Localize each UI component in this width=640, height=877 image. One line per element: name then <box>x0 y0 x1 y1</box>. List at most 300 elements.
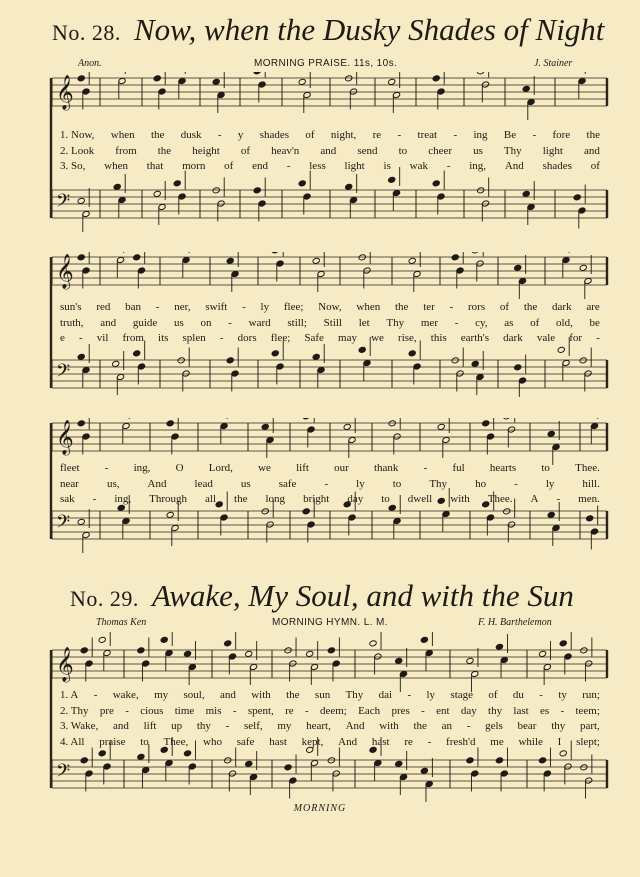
lyric-syllable: with <box>450 493 470 505</box>
lyric-syllable: ward <box>248 316 271 329</box>
note-head <box>261 423 269 430</box>
lyric-syllable: lift <box>296 462 309 474</box>
note-head <box>80 647 88 654</box>
note-head <box>327 647 335 654</box>
lyric-syllable: rors <box>468 301 486 313</box>
lyrics-system-2 <box>60 300 600 347</box>
lyric-syllable: fleet <box>60 462 80 474</box>
lyric-syllable: hill. <box>582 477 600 490</box>
note-head <box>369 640 377 647</box>
lyric-syllable: teem; <box>575 704 600 717</box>
note-head <box>495 643 503 650</box>
note-head <box>224 640 232 647</box>
lyric-syllable: - <box>228 316 232 329</box>
verse-line <box>60 688 600 704</box>
lyric-syllable: of <box>488 689 498 701</box>
lyric-syllable: - <box>453 129 458 141</box>
lyric-syllable: to <box>398 144 408 157</box>
lyric-syllable: lead <box>194 477 213 490</box>
lyric-syllable: with <box>251 689 271 701</box>
lyric-syllable: Thy <box>429 477 448 490</box>
treble-clef-icon: 𝄞 <box>56 75 74 110</box>
lyric-syllable: dark <box>552 301 572 313</box>
lyric-syllable: on <box>200 316 212 329</box>
lyric-syllable: is <box>383 160 391 172</box>
note-head <box>547 511 555 518</box>
note-head <box>471 252 479 254</box>
note-head <box>253 187 261 194</box>
lyric-syllable: while <box>518 735 543 748</box>
lyric-syllable: dusk <box>180 129 202 141</box>
tune-name: MORNING HYMN. L. M. <box>272 617 388 628</box>
note-head <box>522 85 530 92</box>
note-head <box>388 78 396 85</box>
note-head <box>586 515 594 522</box>
lyric-syllable: flee; <box>283 301 304 313</box>
lyric-syllable: with <box>379 720 399 732</box>
lyric-syllable: of <box>224 160 234 172</box>
lyric-syllable: our <box>334 462 349 474</box>
note-head <box>466 757 474 764</box>
bass-staff <box>52 167 607 232</box>
lyric-syllable: let <box>358 316 370 329</box>
lyric-syllable: - <box>79 332 83 344</box>
treble-staff <box>52 632 607 692</box>
lyric-syllable: - <box>407 689 412 701</box>
hymn-composer: J. Stainer <box>534 58 573 69</box>
lyrics-system-3 <box>60 461 600 508</box>
lyric-syllable: Thy <box>503 144 522 157</box>
lyric-syllable: dai <box>378 689 393 701</box>
lyric-syllable: that <box>146 160 164 172</box>
lyric-syllable: the <box>157 144 172 157</box>
lyric-syllable: long <box>265 493 286 505</box>
note-head <box>302 508 310 515</box>
lyric-syllable: from <box>115 144 137 157</box>
note-head <box>271 252 279 254</box>
lyric-syllable: - <box>596 332 600 344</box>
verse-line <box>60 128 600 144</box>
lyric-syllable: ly <box>545 477 555 490</box>
lyric-syllable: - <box>560 704 565 717</box>
lyric-syllable: when <box>104 160 128 172</box>
lyric-syllable: - <box>514 477 518 490</box>
lyric-syllable: - <box>125 704 129 717</box>
lyric-syllable: thy <box>196 720 211 732</box>
lyric-syllable: And <box>504 160 524 172</box>
note-head <box>451 254 459 261</box>
verse-line <box>60 492 600 508</box>
lyric-syllable: sun's <box>60 301 82 313</box>
note-head <box>547 430 555 437</box>
lyric-syllable: Be <box>503 129 517 141</box>
lyric-syllable: Through <box>149 493 188 505</box>
lyric-syllable: - <box>446 160 451 172</box>
lyric-syllable: re <box>372 129 382 141</box>
lyric-syllable: safe <box>236 735 255 748</box>
lyric-syllable: and <box>219 689 236 701</box>
lyric-syllable: of <box>305 129 315 141</box>
hymn-number: No. 28. <box>52 20 121 45</box>
lyric-syllable: - <box>286 160 291 172</box>
lyric-syllable: who <box>203 735 222 748</box>
lyric-syllable: pres <box>391 704 410 717</box>
note-head <box>557 346 565 353</box>
note-head <box>306 650 314 657</box>
bass-clef-icon: 𝄢 <box>56 512 71 537</box>
hymn-28-header <box>0 12 640 52</box>
lyric-syllable: e <box>60 332 65 344</box>
note-head <box>495 757 503 764</box>
lyric-syllable: Now, <box>318 301 342 313</box>
note-head <box>312 353 320 360</box>
note-head <box>77 518 85 525</box>
lyric-syllable: when <box>110 129 135 141</box>
lyric-syllable: ing, <box>469 160 487 172</box>
lyric-syllable: Lord, <box>208 462 233 474</box>
lyric-syllable: for <box>569 332 583 344</box>
lyric-syllable: du <box>512 689 524 701</box>
verse-line <box>60 144 600 160</box>
lyric-syllable: ing <box>473 129 488 141</box>
note-head <box>522 190 530 197</box>
lyric-syllable: hearts <box>489 462 517 474</box>
bass-clef-icon: 𝄢 <box>56 761 71 786</box>
lyric-syllable: sun <box>314 689 331 701</box>
lyric-syllable: the <box>286 689 300 701</box>
note-head <box>173 180 181 187</box>
lyric-syllable: part, <box>579 720 600 732</box>
note-head <box>284 764 292 771</box>
lyric-syllable: heart, <box>306 720 331 732</box>
lyric-syllable: ing, <box>133 462 151 474</box>
lyric-syllable: ful <box>452 462 465 474</box>
note-head <box>160 636 168 643</box>
lyric-syllable: cy, <box>475 316 488 329</box>
lyric-syllable: 4. All <box>60 735 85 748</box>
lyric-syllable: ing, <box>114 493 132 505</box>
lyric-syllable: dark <box>503 332 523 344</box>
lyric-syllable: gels <box>485 720 503 732</box>
lyric-syllable: pre <box>99 704 114 717</box>
hymn-author: Anon. <box>78 58 102 69</box>
lyric-syllable: we <box>258 462 271 474</box>
note-head <box>538 650 546 657</box>
lyric-syllable: an <box>441 720 453 732</box>
lyric-syllable: to <box>140 735 149 748</box>
note-head <box>77 420 85 427</box>
lyric-syllable: run; <box>582 689 600 701</box>
lyric-syllable: day <box>460 704 477 717</box>
lyric-syllable: - <box>423 462 428 474</box>
note-head <box>153 75 161 82</box>
hymn-title: Now, when the Dusky Shades of Night <box>134 12 605 47</box>
note-head <box>395 657 403 664</box>
lyric-syllable: - <box>466 720 471 732</box>
note-head <box>137 753 145 760</box>
note-head <box>166 511 174 518</box>
note-head <box>579 264 587 271</box>
lyric-syllable: 3. So, <box>60 160 86 172</box>
note-head <box>226 357 234 364</box>
lyric-syllable: to <box>392 477 402 490</box>
lyric-syllable: earth's <box>460 332 490 344</box>
lyrics-system-4 <box>60 688 600 750</box>
tune-name: MORNING PRAISE. 11s, 10s. <box>254 58 398 69</box>
lyric-syllable: shades <box>259 129 290 141</box>
note-head <box>245 760 253 767</box>
lyric-syllable: last <box>513 704 529 717</box>
lyric-syllable: - <box>92 493 97 505</box>
lyric-syllable: 2. Look <box>60 144 95 157</box>
lyric-syllable: still; <box>287 316 307 329</box>
lyric-syllable: treat <box>417 129 438 141</box>
lyric-syllable: dors <box>237 332 257 344</box>
lyric-syllable: ent <box>436 704 450 717</box>
page-footer: MORNING <box>293 803 347 814</box>
lyric-syllable: - <box>449 301 454 313</box>
note-head <box>538 757 546 764</box>
lyric-syllable: wake, <box>112 689 139 701</box>
lyric-syllable: re <box>285 704 294 717</box>
lyric-syllable: mer <box>420 316 438 329</box>
lyric-syllable: ty <box>558 689 567 701</box>
lyric-syllable: fresh'd <box>446 735 476 748</box>
lyric-syllable: red <box>96 301 111 313</box>
note-head <box>573 194 581 201</box>
lyric-syllable: guide <box>132 316 158 329</box>
note-head <box>432 75 440 82</box>
lyric-syllable: Thee. <box>575 462 600 474</box>
lyric-syllable: may <box>338 332 357 344</box>
lyric-syllable: this <box>430 332 447 344</box>
lyric-syllable: slept; <box>576 735 600 748</box>
lyric-syllable: near <box>60 477 79 490</box>
lyric-syllable: - <box>556 493 561 505</box>
note-head <box>137 647 145 654</box>
lyric-syllable: And <box>338 735 358 748</box>
lyric-syllable: all <box>205 493 217 505</box>
hymn-title: Awake, My Soul, and with the Sun <box>152 578 574 613</box>
verse-line <box>60 461 600 477</box>
lyric-syllable: of <box>590 160 600 172</box>
lyric-syllable: I <box>557 735 562 748</box>
note-head <box>271 350 279 357</box>
lyric-syllable: Thee, <box>163 735 189 748</box>
lyric-syllable: and <box>100 316 117 329</box>
lyric-syllable: ner, <box>174 301 191 313</box>
bass-clef-icon: 𝄢 <box>56 191 71 216</box>
lyric-syllable: And <box>345 720 365 732</box>
treble-clef-icon: 𝄞 <box>56 647 74 682</box>
lyric-syllable: us <box>174 316 184 329</box>
lyric-syllable: thank <box>373 462 399 474</box>
lyric-syllable: men. <box>578 493 600 505</box>
lyric-syllable: thy <box>551 720 566 732</box>
lyric-syllable: 3. Wake, <box>60 720 99 732</box>
lyric-syllable: - <box>324 477 329 490</box>
verse-line <box>60 300 600 316</box>
bass-clef-icon: 𝄢 <box>56 361 71 386</box>
note-head <box>514 364 522 371</box>
lyric-syllable: the <box>523 301 538 313</box>
lyric-syllable: spent, <box>247 704 274 717</box>
note-head <box>302 418 310 420</box>
lyric-syllable: ly <box>260 301 270 313</box>
lyric-syllable: to <box>381 493 390 505</box>
note-head <box>153 190 161 197</box>
lyric-syllable: - <box>217 129 222 141</box>
lyric-syllable: lift <box>143 720 157 732</box>
note-head <box>514 264 522 271</box>
lyric-syllable: fore <box>552 129 571 141</box>
lyric-syllable: morn <box>182 160 206 172</box>
lyric-syllable: of <box>240 144 250 157</box>
lyric-syllable: - <box>242 301 246 313</box>
note-head <box>420 636 428 643</box>
hymn-number: No. 29. <box>70 586 139 611</box>
lyric-syllable: cheer <box>428 144 452 157</box>
note-head <box>253 72 261 75</box>
treble-staff <box>52 418 607 465</box>
note-head <box>343 423 351 430</box>
note-head <box>133 350 141 357</box>
note-head <box>112 360 120 367</box>
note-head <box>80 757 88 764</box>
verse-line <box>60 735 600 751</box>
lyric-syllable: light <box>344 160 365 172</box>
note-head <box>133 254 141 261</box>
lyric-syllable: mis <box>205 704 222 717</box>
lyric-syllable: - <box>397 129 402 141</box>
lyric-syllable: the <box>234 493 248 505</box>
lyric-syllable: safe <box>278 477 297 490</box>
lyric-syllable: and <box>320 144 337 157</box>
lyric-syllable: - <box>539 689 543 701</box>
lyric-syllable: ho <box>475 477 487 490</box>
lyric-syllable: and <box>113 720 129 732</box>
lyric-syllable: stage <box>450 689 474 701</box>
lyric-syllable: - <box>421 704 425 717</box>
note-head <box>183 750 191 757</box>
lyric-syllable: us, <box>106 477 120 490</box>
lyric-syllable: hast <box>269 735 287 748</box>
lyric-syllable: the <box>413 720 427 732</box>
note-head <box>432 180 440 187</box>
lyric-syllable: of <box>530 316 540 329</box>
treble-staff <box>52 72 607 120</box>
lyric-syllable: vale <box>536 332 556 344</box>
lyric-syllable: - <box>219 332 224 344</box>
lyric-syllable: 1. Now, <box>60 129 95 141</box>
note-head <box>395 760 403 767</box>
note-head <box>113 183 121 190</box>
note-head <box>298 78 306 85</box>
verse-line <box>60 316 600 332</box>
lyric-syllable: bright <box>303 493 330 505</box>
lyric-syllable: me <box>490 735 504 748</box>
lyric-syllable: up <box>171 720 183 732</box>
note-head <box>245 650 253 657</box>
lyric-syllable: us <box>240 477 251 490</box>
lyric-syllable: as <box>504 316 514 329</box>
lyric-syllable: es <box>540 704 550 717</box>
lyric-syllable: rise, <box>398 332 417 344</box>
lyric-syllable: kept, <box>301 735 324 748</box>
treble-staff <box>52 252 607 299</box>
note-head <box>471 360 479 367</box>
lyric-syllable: flee; <box>270 332 291 344</box>
lyric-syllable: the <box>394 301 409 313</box>
lyric-syllable: And <box>147 477 167 490</box>
lyric-syllable: - <box>427 735 432 748</box>
lyric-syllable: deem; <box>319 704 347 717</box>
note-head <box>98 750 106 757</box>
note-head <box>345 183 353 190</box>
lyric-syllable: - <box>454 316 459 329</box>
lyric-syllable: 1. A <box>60 689 79 701</box>
hymn-author: Thomas Ken <box>96 617 147 628</box>
lyric-syllable: self, <box>244 720 263 732</box>
lyric-syllable: hast <box>371 735 390 748</box>
verse-line <box>60 704 600 720</box>
lyric-syllable: to <box>541 462 550 474</box>
lyric-syllable: ter <box>423 301 435 313</box>
note-head <box>477 72 485 75</box>
lyric-syllable: shades <box>542 160 572 172</box>
lyric-syllable: A <box>530 493 539 505</box>
lyric-syllable: ly <box>426 689 436 701</box>
note-head <box>482 420 490 427</box>
lyric-syllable: we <box>371 332 384 344</box>
note-head <box>98 636 106 643</box>
note-head <box>408 257 416 264</box>
lyric-syllable: end <box>252 160 268 172</box>
lyric-syllable: my <box>154 689 169 701</box>
lyric-syllable: dwell <box>407 493 433 505</box>
lyrics-system-1 <box>60 128 600 175</box>
lyric-syllable: light <box>542 144 563 157</box>
lyric-syllable: Safe <box>304 332 324 344</box>
lyric-syllable: night, <box>330 129 357 141</box>
lyric-syllable: re <box>404 735 413 748</box>
lyric-syllable: of <box>499 301 510 313</box>
treble-clef-icon: 𝄞 <box>56 254 74 289</box>
lyric-syllable: splen <box>182 332 206 344</box>
note-head <box>77 254 85 261</box>
lyric-syllable: old, <box>556 316 573 329</box>
lyric-syllable: 2. Thy <box>60 704 89 717</box>
lyric-syllable: y <box>237 129 244 141</box>
lyric-syllable: time <box>174 704 195 717</box>
lyric-syllable: - <box>232 704 237 717</box>
note-head <box>503 418 511 420</box>
note-head <box>437 423 445 430</box>
note-head <box>312 257 320 264</box>
hymn-29-header <box>0 578 640 618</box>
treble-clef-icon: 𝄞 <box>56 420 74 455</box>
note-head <box>77 197 85 204</box>
lyric-syllable: wak <box>409 160 428 172</box>
lyric-syllable: its <box>158 332 169 344</box>
hymn-composer: F. H. Barthelemon <box>478 617 552 628</box>
lyric-syllable: day <box>347 493 364 505</box>
note-head <box>559 750 567 757</box>
verse-line <box>60 331 600 347</box>
verse-line <box>60 719 600 735</box>
lyric-syllable: - <box>104 462 109 474</box>
note-head <box>388 176 396 183</box>
